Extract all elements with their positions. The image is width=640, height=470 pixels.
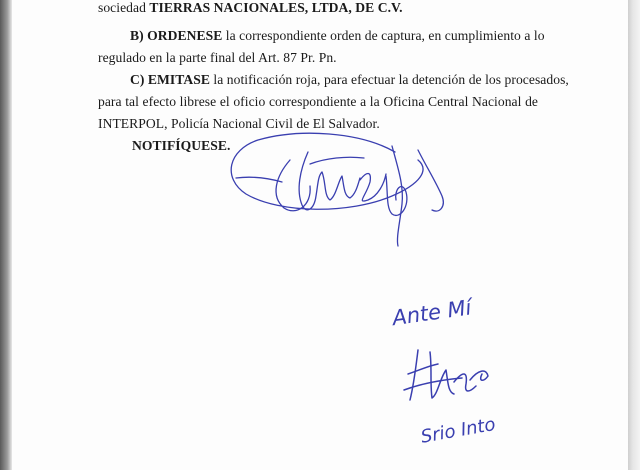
- item-c-text-2: para tal efecto librese el oficio correspondiente a la Oficina Central Nacional de: [98, 94, 538, 109]
- item-c-text-3: INTERPOL, Policía Nacional Civil de El Salvador.: [98, 116, 380, 131]
- secretary-signature: [404, 350, 488, 400]
- company-name: TIERRAS NACIONALES, LTDA, DE C.V.: [149, 0, 403, 15]
- judge-signature-stroke-4: [386, 176, 407, 215]
- judge-signature-stroke-8: [310, 157, 364, 164]
- company-prefix: sociedad: [98, 0, 150, 15]
- srio-into-handwriting: Srio Into: [419, 413, 498, 448]
- judge-signature-stroke-7: [236, 177, 282, 182]
- judge-signature-loop: [231, 133, 423, 209]
- item-b-text-1: la correspondiente orden de captura, en cumplimiento a lo: [222, 28, 545, 43]
- judge-signature-stroke-6: [418, 150, 443, 211]
- judge-signature-stroke-3: [360, 174, 386, 202]
- item-b-label: B) ORDENESE: [130, 28, 223, 43]
- item-b-text-2: regulado en la parte final del Art. 87 Pr. Pn.: [98, 50, 337, 65]
- item-c-label: C) EMITASE: [130, 72, 210, 87]
- notifiquese-text: NOTIFÍQUESE.: [132, 138, 231, 153]
- item-c-text-1: la notificación roja, para efectuar la detención de los procesados,: [209, 72, 569, 87]
- ante-mi-handwriting: Ante Mí: [390, 295, 473, 331]
- judge-signature-stroke-2: [276, 160, 310, 211]
